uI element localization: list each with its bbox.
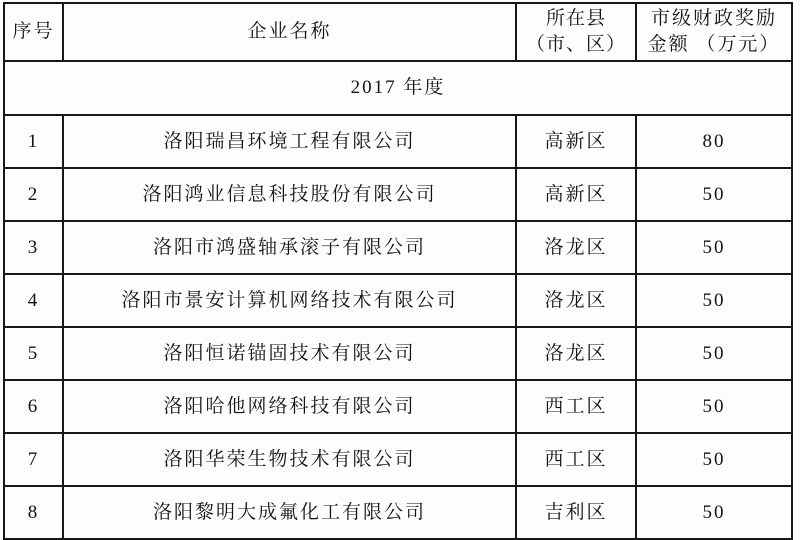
reward-amount: 50 — [636, 327, 792, 380]
row-index: 6 — [4, 380, 63, 433]
table-row — [4, 327, 792, 380]
row-index: 4 — [4, 274, 63, 327]
row-index: 2 — [4, 168, 63, 221]
company-name: 洛阳瑞昌环境工程有限公司 — [63, 115, 516, 168]
row-index: 8 — [4, 486, 63, 539]
company-name: 洛阳市景安计算机网络技术有限公司 — [63, 274, 516, 327]
header-amount-line2: 金额 （万元） — [647, 34, 781, 55]
table-row — [4, 274, 792, 327]
header-company: 企业名称 — [63, 3, 516, 61]
district: 西工区 — [516, 433, 636, 486]
table-row — [4, 486, 792, 539]
district: 高新区 — [516, 115, 636, 168]
reward-amount: 80 — [636, 115, 792, 168]
row-index: 7 — [4, 433, 63, 486]
header-index: 序号 — [4, 3, 63, 61]
header-amount-line1: 市级财政奖励 — [650, 8, 777, 29]
reward-amount: 50 — [636, 380, 792, 433]
section-year-label: 2017 年度 — [4, 61, 792, 115]
section-year-row — [4, 61, 792, 115]
district: 洛龙区 — [516, 327, 636, 380]
header-district — [516, 3, 636, 61]
header-district-line2: （市、区） — [525, 34, 626, 55]
company-name: 洛阳哈他网络科技有限公司 — [63, 380, 516, 433]
company-name: 洛阳恒诺锚固技术有限公司 — [63, 327, 516, 380]
row-index: 5 — [4, 327, 63, 380]
district: 洛龙区 — [516, 221, 636, 274]
district: 西工区 — [516, 380, 636, 433]
company-name: 洛阳黎明大成氟化工有限公司 — [63, 486, 516, 539]
reward-amount: 50 — [636, 486, 792, 539]
reward-amount: 50 — [636, 168, 792, 221]
header-amount — [636, 3, 792, 61]
row-index: 3 — [4, 221, 63, 274]
table-row — [4, 221, 792, 274]
reward-table — [3, 2, 793, 540]
company-name: 洛阳市鸿盛轴承滚子有限公司 — [63, 221, 516, 274]
table-row — [4, 168, 792, 221]
company-name: 洛阳华荣生物技术有限公司 — [63, 433, 516, 486]
header-district-line1: 所在县 — [545, 8, 606, 29]
table-header-row — [4, 3, 792, 61]
table-row — [4, 115, 792, 168]
company-name: 洛阳鸿业信息科技股份有限公司 — [63, 168, 516, 221]
reward-amount: 50 — [636, 433, 792, 486]
district: 高新区 — [516, 168, 636, 221]
row-index: 1 — [4, 115, 63, 168]
district: 洛龙区 — [516, 274, 636, 327]
district: 吉利区 — [516, 486, 636, 539]
reward-amount: 50 — [636, 274, 792, 327]
table-row — [4, 380, 792, 433]
table-row — [4, 433, 792, 486]
reward-amount: 50 — [636, 221, 792, 274]
